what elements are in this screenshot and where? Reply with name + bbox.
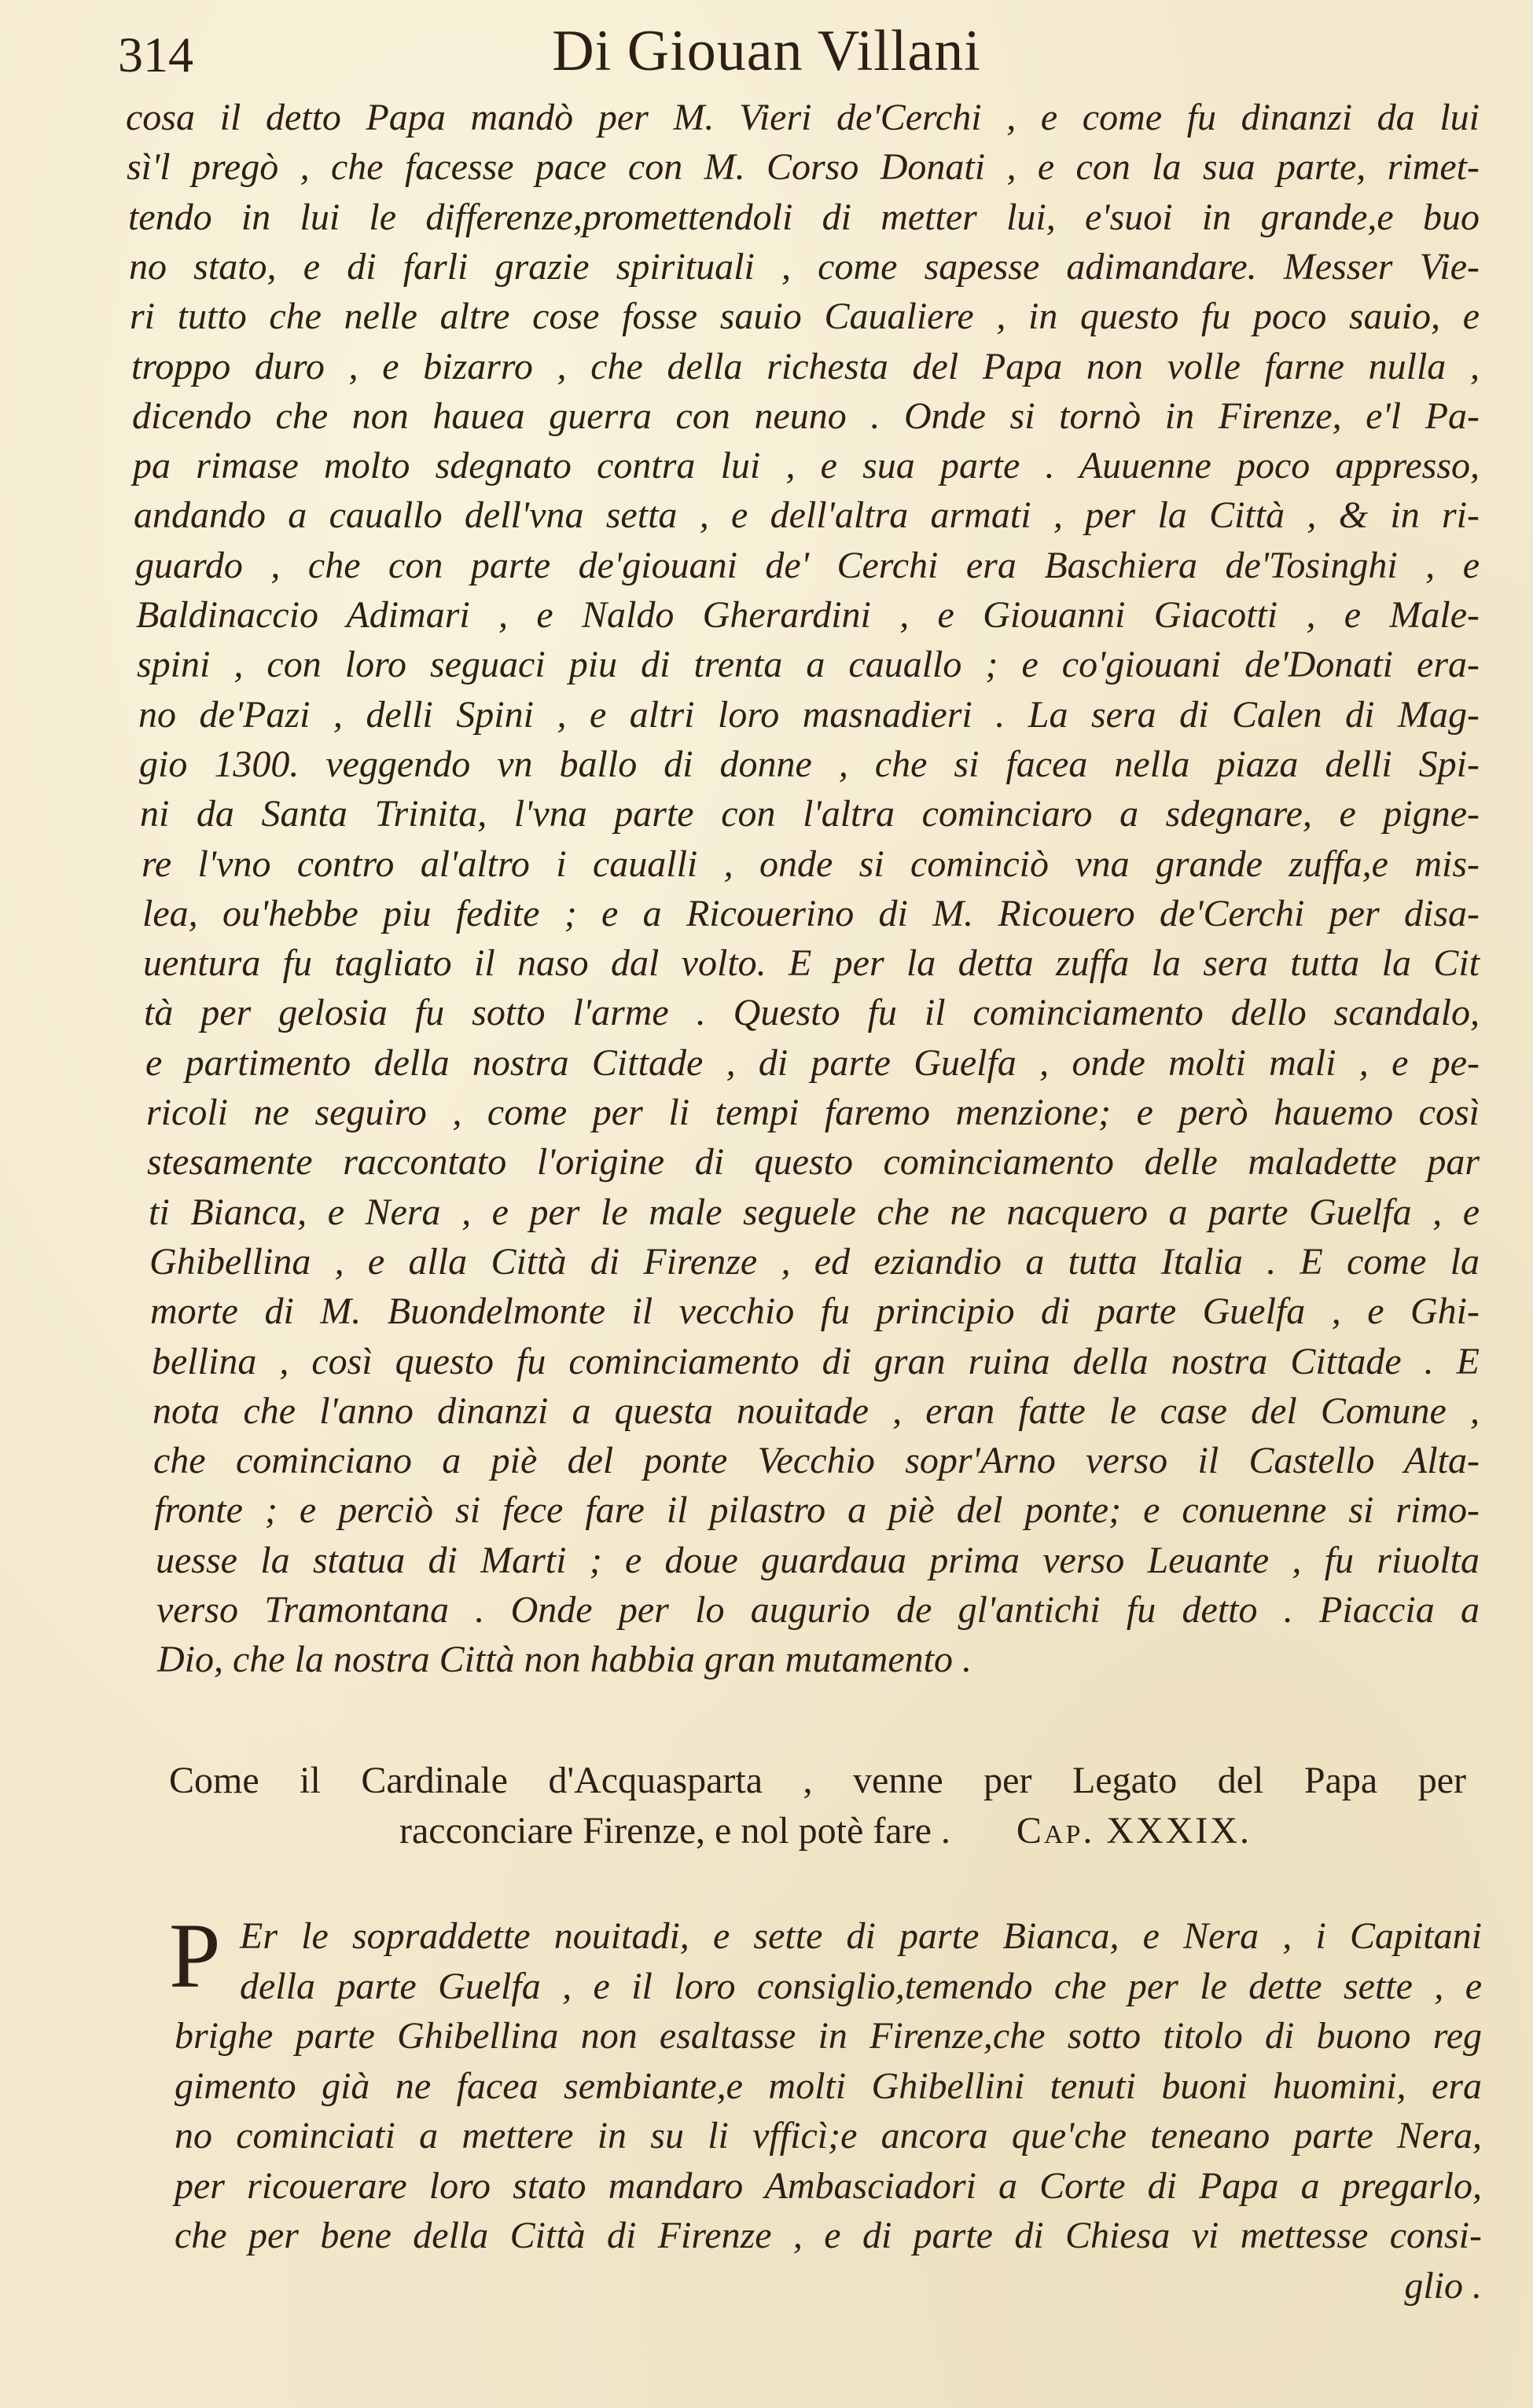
text-line: stesamente raccontato l'origine di questo cominciamento delle maladette par <box>147 1141 1480 1184</box>
text-line: gimento già ne facea sembiante,e molti Ghibellini tenuti buoni huomini, era <box>175 2065 1482 2107</box>
chapter-heading-line-2 <box>236 1812 1415 1850</box>
text-line: fronte ; e perciò si fece fare il pilastro a piè del ponte; e conuenne si rimo- <box>154 1489 1480 1532</box>
drop-cap: P <box>169 1904 221 2007</box>
text-line: glio . <box>1404 2264 1482 2307</box>
text-line: gio 1300. veggendo vn ballo di donne , che si facea nella piaza delli Spi- <box>139 743 1480 785</box>
chapter-number: Cap. XXXIX. <box>1016 1810 1252 1852</box>
text-line: no cominciati a mettere in su li vfficì;e ancora que'che teneano parte Nera, <box>175 2115 1482 2157</box>
text-line: e partimento della nostra Cittade , di parte Guelfa , onde molti mali , e pe- <box>145 1041 1480 1084</box>
text-line: ri tutto che nelle altre cose fosse sauio Caualiere , in questo fu poco sauio, e <box>130 295 1480 338</box>
text-line: tà per gelosia fu sotto l'arme . Questo fu il cominciamento dello scandalo, <box>144 992 1480 1034</box>
text-line: per ricouerare loro stato mandaro Ambasciadori a Corte di Papa a pregarlo, <box>175 2164 1482 2207</box>
text-line: uesse la statua di Marti ; e doue guardaua prima verso Leuante , fu riuolta <box>156 1539 1480 1581</box>
text-line: tendo in lui le differenze,promettendoli di metter lui, e'suoi in grande,e buo <box>128 196 1480 238</box>
text-line: verso Tramontana . Onde per lo augurio de gl'antichi fu detto . Piaccia a <box>156 1589 1480 1631</box>
text-line: ti Bianca, e Nera , e per le male seguele che ne nacquero a parte Guelfa , e <box>149 1191 1480 1233</box>
text-line: brighe parte Ghibellina non esaltasse in Firenze,che sotto titolo di buono reg <box>175 2015 1482 2057</box>
text-line: dicendo che non hauea guerra con neuno . Onde si tornò in Firenze, e'l Pa- <box>132 395 1480 437</box>
text-line: nota che l'anno dinanzi a questa nouitade , eran fatte le case del Comune , <box>153 1389 1480 1432</box>
text-line: uentura fu tagliato il naso dal volto. E per la detta zuffa la sera tutta la Cit <box>143 942 1480 985</box>
page-number: 314 <box>118 27 193 83</box>
text-line: cosa il detto Papa mandò per M. Vieri de'Cerchi , e come fu dinanzi da lui <box>126 97 1480 138</box>
text-line: bellina , così questo fu cominciamento di gran ruina della nostra Cittade . E <box>152 1340 1480 1382</box>
text-line: ni da Santa Trinita, l'vna parte con l'altra cominciaro a sdegnare, e pigne- <box>140 793 1480 835</box>
text-line: Ghibellina , e alla Città di Firenze , ed eziandio a tutta Italia . E come la <box>149 1240 1480 1283</box>
text-line: andando a cauallo dell'vna setta , e dell'altra armati , per la Città , & in ri- <box>134 494 1480 537</box>
text-line: spini , con loro seguaci piu di trenta a cauallo ; e co'giouani de'Donati era- <box>137 644 1480 686</box>
text-line: che cominciano a piè del ponte Vecchio sopr'Arno verso il Castello Alta- <box>153 1440 1480 1482</box>
text-line: della parte Guelfa , e il loro consiglio,temendo che per le dette sette , e <box>240 1965 1482 2007</box>
text-line: lea, ou'hebbe piu fedite ; e a Ricouerino di M. Ricouero de'Cerchi per disa- <box>142 892 1480 934</box>
text-line: re l'vno contro al'altro i caualli , onde si cominciò vna grande zuffa,e mis- <box>142 842 1480 885</box>
text-line: no de'Pazi , delli Spini , e altri loro masnadieri . La sera di Calen di Mag- <box>138 693 1480 736</box>
text-line: che per bene della Città di Firenze , e di parte di Chiesa vi mettesse consi- <box>175 2215 1482 2256</box>
text-line: Baldinaccio Adimari , e Naldo Gherardini , e Giouanni Giacotti , e Male- <box>136 594 1480 636</box>
text-line: ricoli ne seguiro , come per li tempi faremo menzione; e però hauemo così <box>146 1092 1480 1133</box>
text-line: Dio, che la nostra Città non habbia gran mutamento . <box>157 1639 972 1681</box>
text-line: Er le sopraddette nouitadi, e sette di parte Bianca, e Nera , i Capitani <box>240 1915 1482 1957</box>
text-line: morte di M. Buondelmonte il vecchio fu principio di parte Guelfa , e Ghi- <box>150 1290 1480 1333</box>
text-line: pa rimase molto sdegnato contra lui , e sua parte . Auuenne poco appresso, <box>133 445 1480 487</box>
text-line: troppo duro , e bizarro , che della richesta del Papa non volle farne nulla , <box>131 345 1480 387</box>
text-line: guardo , che con parte de'giouani de' Cerchi era Baschiera de'Tosinghi , e <box>135 544 1480 586</box>
chapter-heading-line-1: Come il Cardinale d'Acquasparta , venne per Legato del Papa per <box>169 1760 1466 1801</box>
text-line: no stato, e di farli grazie spirituali , come sapesse adimandare. Messer Vie- <box>129 245 1480 288</box>
chapter-heading-text: racconciare Firenze, e nol potè fare . <box>399 1810 950 1852</box>
running-head: Di Giouan Villani <box>552 19 981 83</box>
text-line: sì'l pregò , che facesse pace con M. Corso Donati , e con la sua parte, rimet- <box>127 146 1480 189</box>
